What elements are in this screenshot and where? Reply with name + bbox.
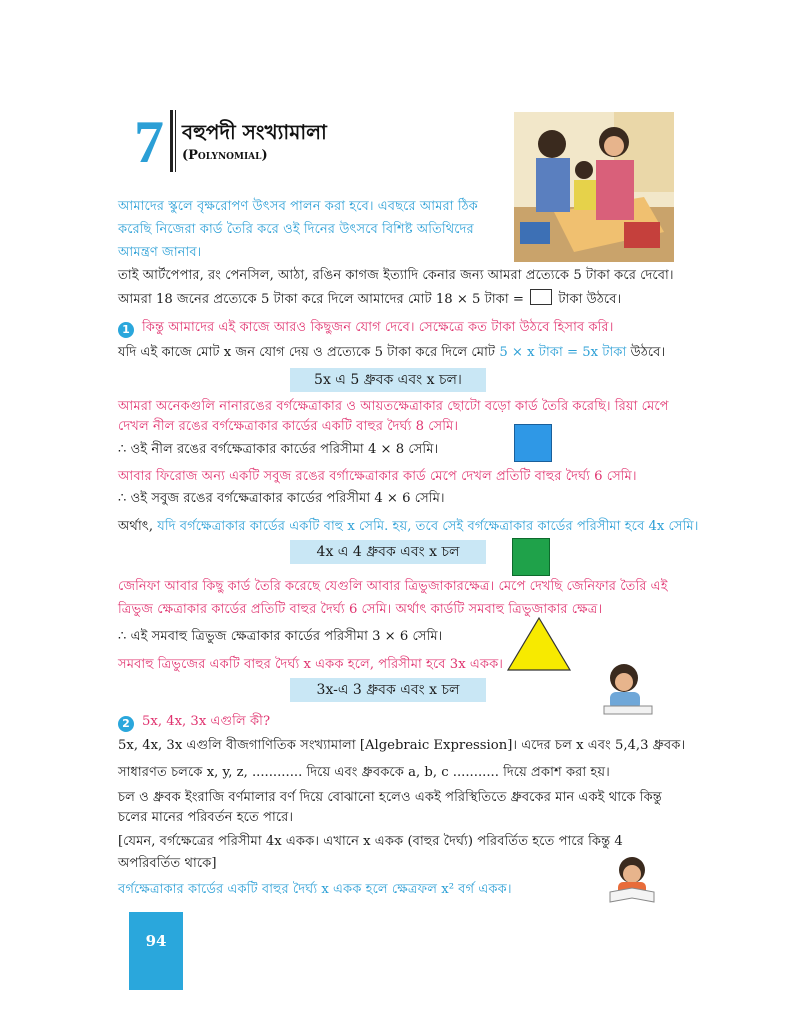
section-1-number: 1	[118, 322, 134, 338]
badge-4x: 4x এ 4 ধ্রুবক এবং x চল	[290, 540, 486, 564]
section-2-line-3: চল ও ধ্রুবক ইংরাজি বর্ণমালার বর্ণ দিয়ে বোঝানো হলেও একই পরিস্থিতিতে ধ্রুবকের মান একই থাকে কিন্তু	[118, 790, 662, 805]
section-2-heading	[118, 712, 270, 732]
cards-line-6-b: যদি বর্গক্ষেত্রাকার কার্ডের একটি বাহু x সেমি. হয়, তবে সেই বর্গক্ষেত্রাকার কার্ডের পরিসীমা হবে 4x সেমি।	[157, 519, 699, 534]
section-1-line-a: যদি এই কাজে মোট x জন যোগ দেয় ও প্রত্যেকে 5 টাকা করে দিলে মোট	[118, 345, 496, 360]
badge-5x: 5x এ 5 ধ্রুবক এবং x চল।	[290, 368, 486, 392]
section-2-line-6: অপরিবর্তিত থাকে]	[118, 856, 217, 871]
classroom-illustration	[514, 112, 674, 262]
girl-writing-illustration	[596, 660, 658, 716]
boy-reading-illustration	[604, 854, 660, 904]
intro-line-2: করেছি নিজেরা কার্ড তৈরি করে ওই দিনের উৎসবে বিশিষ্ট অতিথিদের	[118, 222, 474, 237]
cards-line-1: আমরা অনেকগুলি নানারঙের বর্গক্ষেত্রাকার ও আয়তক্ষেত্রাকার ছোটো বড়ো কার্ড তৈরি করেছি। রিয়া মেপে	[118, 399, 669, 414]
chapter-divider-2	[175, 110, 176, 172]
chapter-number: 7	[134, 109, 164, 175]
section-2-number: 2	[118, 716, 134, 732]
cards-line-2: দেখল নীল রঙের বর্গক্ষেত্রাকার কার্ডের একটি বাহুর দৈর্ঘ্য 8 সেমি।	[118, 419, 459, 434]
intro-line-5	[118, 289, 621, 310]
cards-line-4: আবার ফিরোজ অন্য একটি সবুজ রঙের বর্গাক্ষেত্রাকার কার্ড মেপে দেখল প্রতিটি বাহুর দৈর্ঘ্য 6 সেমি।	[118, 469, 637, 484]
answer-blank-box	[530, 289, 552, 305]
chapter-title-en: (Polynomial)	[182, 148, 268, 163]
page-number: 94	[145, 932, 167, 950]
section-1-line	[118, 343, 665, 363]
section-1-heading-text: কিন্তু আমাদের এই কাজে আরও কিছুজন যোগ দেবে। সেক্ষেত্রে কত টাকা উঠবে হিসাব করি।	[142, 320, 614, 335]
chapter-divider	[170, 110, 173, 172]
section-1-heading	[118, 318, 613, 338]
cards-line-6-a: অর্থাৎ,	[118, 519, 154, 534]
cards-line-6	[118, 517, 698, 537]
page-number-block	[129, 912, 183, 990]
triangle-line-2: ত্রিভুজ ক্ষেত্রাকার কার্ডের প্রতিটি বাহুর দৈর্ঘ্য 6 সেমি। অর্থাৎ কার্ডটি সমবাহু ত্রিভুজাকার ক্ষেত্র।	[118, 602, 603, 617]
cards-line-3: ∴ ওই নীল রঙের বর্গক্ষেত্রাকার কার্ডের পরিসীমা 4 × 8 সেমি।	[118, 442, 439, 457]
cards-line-5: ∴ ওই সবুজ রঙের বর্গক্ষেত্রাকার কার্ডের পরিসীমা 4 × 6 সেমি।	[118, 491, 445, 506]
badge-3x: 3x-এ 3 ধ্রুবক এবং x চল	[290, 678, 486, 702]
yellow-triangle-card	[506, 616, 572, 672]
section-2-line-7: বর্গক্ষেত্রাকার কার্ডের একটি বাহুর দৈর্ঘ্য x একক হলে ক্ষেত্রফল x² বর্গ একক।	[118, 882, 512, 897]
section-2-line-2: সাধারণত চলকে x, y, z, ............ দিয়ে এবং ধ্রুবককে a, b, c ........... দিয়ে প্রকাশ করা হয়।	[118, 765, 610, 780]
chapter-title-bn: বহুপদী সংখ্যামালা	[182, 120, 327, 144]
section-1-line-b: 5 × x টাকা = 5x টাকা	[499, 345, 627, 360]
triangle-line-1: জেনিফা আবার কিছু কার্ড তৈরি করেছে যেগুলি আবার ত্রিভুজাকারক্ষেত্র। মেপে দেখছি জেনিফার তৈরি এই	[118, 579, 668, 594]
intro-line-3: আমন্ত্রণ জানাব।	[118, 245, 202, 260]
intro-line-1: আমাদের স্কুলে বৃক্ষরোপণ উৎসব পালন করা হবে। এবছরে আমরা ঠিক	[118, 199, 478, 214]
blue-square-card	[514, 424, 552, 462]
intro-line-5-a: আমরা 18 জনের প্রত্যেকে 5 টাকা করে দিলে আমাদের মোট 18 × 5 টাকা =	[118, 292, 524, 307]
intro-line-4: তাই আর্টপেপার, রং পেনসিল, আঠা, রঙিন কাগজ ইত্যাদি কেনার জন্য আমরা প্রত্যেকে 5 টাকা করে দেবো।	[118, 268, 674, 283]
section-2-line-1: 5x, 4x, 3x এগুলি বীজগাণিতিক সংখ্যামালা [Algebraic Expression]। এদের চল x এবং 5,4,3 ধ্রুবক।	[118, 738, 686, 753]
green-square-card	[512, 538, 550, 576]
section-2-line-5: [যেমন, বর্গক্ষেত্রের পরিসীমা 4x একক। এখানে x একক (বাহুর দৈর্ঘ্য) পরিবর্তিত হতে পারে কিন্তু 4	[118, 834, 623, 849]
section-1-line-c: উঠবে।	[630, 345, 666, 360]
section-2-heading-text: 5x, 4x, 3x এগুলি কী?	[142, 714, 271, 729]
section-2-line-4: চলের মানের পরিবর্তন হতে পারে।	[118, 810, 294, 825]
intro-line-5-b: টাকা উঠবে।	[558, 292, 622, 307]
triangle-line-4: সমবাহু ত্রিভুজের একটি বাহুর দৈর্ঘ্য x একক হলে, পরিসীমা হবে 3x একক।	[118, 657, 504, 672]
triangle-line-3: ∴ এই সমবাহু ত্রিভুজ ক্ষেত্রাকার কার্ডের পরিসীমা 3 × 6 সেমি।	[118, 629, 443, 644]
